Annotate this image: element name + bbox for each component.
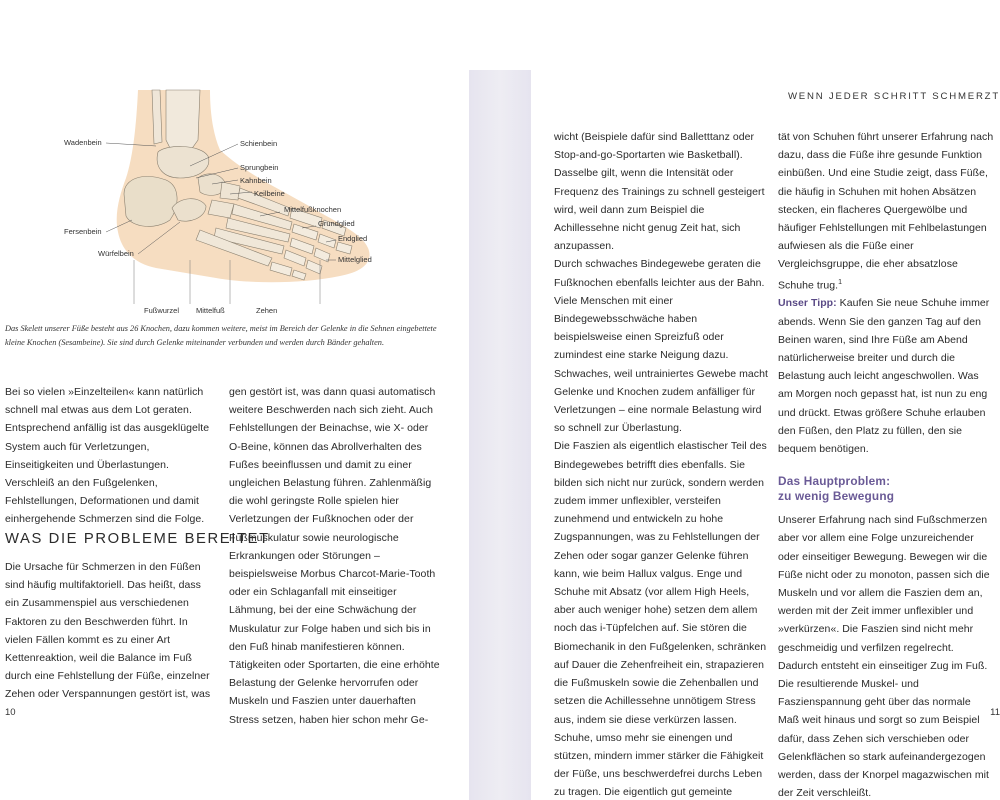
- label-mittelglied: Mittelglied: [338, 255, 372, 264]
- paragraph: Durch schwaches Bindegewebe geraten die Fußknochen ebenfalls leichter aus der Bahn. Viele Menschen mit einer Bindegewebsschwäche haben beispielsweise einen Spreizfuß oder zumindest eine starke Neigung dazu. Schwaches, weil untrainiertes Gewebe macht Gelenke und Knochen zudem anfälliger für Verletzungen – eine normale Belastung wird so schnell zur Überlastung.: [554, 258, 768, 435]
- label-fersenbein: Fersenbein: [64, 227, 102, 236]
- left-page: [0, 0, 469, 800]
- page-number: 11: [990, 707, 1000, 718]
- paragraph: Bei so vielen »Einzelteilen« kann natürlich schnell mal etwas aus dem Lot geraten. Entsprechend anfällig ist das ausgeklügelte System auch für Verletzungen, Einseitigkeiten und Überlastungen. Verschleiß an den Fußgelenken, Fehlstellungen, Deformationen und damit einhergehende Schmerzen sind die Folge.: [5, 386, 210, 526]
- right-column-1: [554, 128, 768, 800]
- label-wuerfelbein: Würfelbein: [98, 249, 134, 258]
- left-column-1-body: [5, 558, 213, 704]
- label-fusswurzel: Fußwurzel: [144, 306, 180, 315]
- subheading-line-2: zu wenig Bewegung: [778, 489, 895, 504]
- label-zehen: Zehen: [256, 306, 278, 315]
- running-head: WENN JEDER SCHRITT SCHMERZT: [787, 91, 1000, 102]
- label-grundglied: Grundglied: [318, 219, 355, 228]
- paragraph: Die Faszien als eigentlich elastischer Teil des Bindegewebes betrifft dies ebenfalls. Sie bilden sich nicht nur zurück, sondern werden zudem immer unflexibler, versteifen zunehmend und entwickeln zu hohe Zugspannungen, was zu Fehlstellungen der Zehen oder sogar ganzer Gelenke führen kann, wie beim Hallux valgus. Enge und Schuhe mit Absatz (vor allem High Heels, aber auch weniger hohe) setzen dem allem noch das i-Tüpfelchen auf. Sie stören die Biomechanik in den Fußgelenken, schränken auf Dauer die Zehenfreiheit ein, strapazieren die Fußmuskeln sowie die Zehenballen und setzen die Achillessehne unnötigem Stress aus, indem sie diese verkürzen lassen. Schuhe, umso mehr sie einengen und stützen, mindern immer stärker die Fähigkeit der Füße, uns beschwerdefrei durchs Leben zu tragen. Die eigentlich gut gemeinte: [554, 440, 767, 799]
- page-number: 10: [5, 707, 16, 718]
- left-column-1-intro: [5, 383, 213, 529]
- label-sprungbein: Sprungbein: [240, 163, 279, 172]
- label-endglied: Endglied: [338, 234, 368, 243]
- left-column-2: [229, 383, 443, 729]
- tip-paragraph: [778, 294, 994, 458]
- figure-caption: Das Skelett unserer Füße besteht aus 26 Knochen, dazu kommen weitere, meist im Bereich der Gelenke in die Sehnen eingebettete kleine Knochen (Sesambeine). Sie sind durch Gelenke miteinander verbunden und werden durch Bänder gehalten.: [5, 324, 437, 347]
- paragraph: [778, 128, 994, 294]
- paragraph: Unserer Erfahrung nach sind Fußschmerzen aber vor allem eine Folge unzureichender oder einseitiger Bewegung. Bewegen wir die Füße nicht oder zu monoton, passen sich die Muskeln und vor allem die Faszien dem an, werden mit der Zeit immer unflexibler und »verkürzen«. Die Faszien sind nicht mehr geschmeidig und verfilzen regelrecht. Dadurch entsteht ein einseitiger Zug im Fuß. Die resultierende Muskel- und Faszienspannung geht über das normale Maß weit hinaus und sorgt so zum Beispiel dafür, dass Zehen sich verschieben oder Gelenkflächen so stark aufeinandergezogen werden, dass der Knorpel magazwischen mit der Zeit verschleißt.: [778, 514, 990, 800]
- paragraph-text: tät von Schuhen führt unserer Erfahrung nach dazu, dass die Füße ihre gesunde Funktion einbüßen. Und eine Studie zeigt, dass Füße, die häufig in Schuhen mit hohen Absätzen stecken, ein flacheres Quergewölbe und häufiger Fehlstellungen mit Fehlbelastungen aufwiesen als die Füße einer Vergleichsgruppe, die eher absatzlose Schuhe trug.: [778, 131, 994, 292]
- subheading: [778, 474, 994, 504]
- page-gutter: [469, 70, 531, 800]
- label-mittelfussknochen: Mittelfußknochen: [284, 205, 342, 214]
- section-heading: WAS DIE PROBLEME BEREITET: [5, 531, 270, 547]
- foot-skeleton-illustration: [40, 82, 400, 322]
- label-wadenbein: Wadenbein: [64, 138, 102, 147]
- label-keilbeine: Keilbeine: [254, 189, 285, 198]
- right-column-2: [778, 128, 994, 800]
- tip-text: Kaufen Sie neue Schuhe immer abends. Wenn Sie den ganzen Tag auf den Beinen waren, sind Ihre Füße am Abend natürlicherweise breiter und durch die Belastung auch leicht angeschwollen. Was am Morgen noch gepasst hat, ist nun zu eng und drückt. Etwas größere Schuhe erlauben den Füßen, den Platz zu füllen, den sie bequem benötigen.: [778, 297, 990, 455]
- paragraph: Tätigkeiten oder Sportarten, die eine erhöhte Belastung der Gelenke hervorrufen oder Muskeln und Faszien unter dauerhaften Stress setzen, haben hier schon mehr Ge-: [229, 659, 440, 726]
- label-kahnbein: Kahnbein: [240, 176, 272, 185]
- tip-label: Unser Tipp:: [778, 297, 837, 310]
- paragraph: gen gestört ist, was dann quasi automatisch weitere Beschwerden nach sich zieht. Auch Fehlstellungen der Beinachse, wie X- oder O-Beine, können das Abrollverhalten des Fußes beeinflussen und damit zu einer ungleichen Belastung führen. Zahlenmäßig die wohl geringste Rolle spielen hier Verletzungen der Fußknochen oder der Fußmuskulatur sowie neurologische Erkrankungen oder Störungen – beispielsweise Morbus Charcot-Marie-Tooth oder ein Schlaganfall mit einseitiger Lähmung, bei der eine Schwächung der Muskulatur zur Folge haben und sich bis in den Fuß hinab manifestieren können.: [229, 386, 436, 653]
- footnote-mark: 1: [838, 278, 843, 286]
- label-mittelfuss: Mittelfuß: [196, 306, 225, 315]
- paragraph: Die Ursache für Schmerzen in den Füßen sind häufig multifaktoriell. Das heißt, dass ein Zusammenspiel aus verschiedenen Faktoren zu den Beschwerden führt. In vielen Fällen kommt es zu einer Art Kettenreaktion, weil die Balance im Fuß durch eine Fehlstellung der Füße, einzelner Zehen oder Verspannungen gestört ist, was: [5, 561, 211, 701]
- right-page: [531, 0, 1000, 800]
- subheading-line-1: Das Hauptproblem:: [778, 474, 891, 489]
- label-schienbein: Schienbein: [240, 139, 278, 148]
- paragraph: wicht (Beispiele dafür sind Balletttanz oder Stop-and-go-Sportarten wie Basketball). Dasselbe gilt, wenn die Intensität oder Frequenz des Trainings zu schnell gesteigert wird, weil dann zum Beispiel die Achillessehne nicht genug Zeit hat, sich anzupassen.: [554, 131, 765, 253]
